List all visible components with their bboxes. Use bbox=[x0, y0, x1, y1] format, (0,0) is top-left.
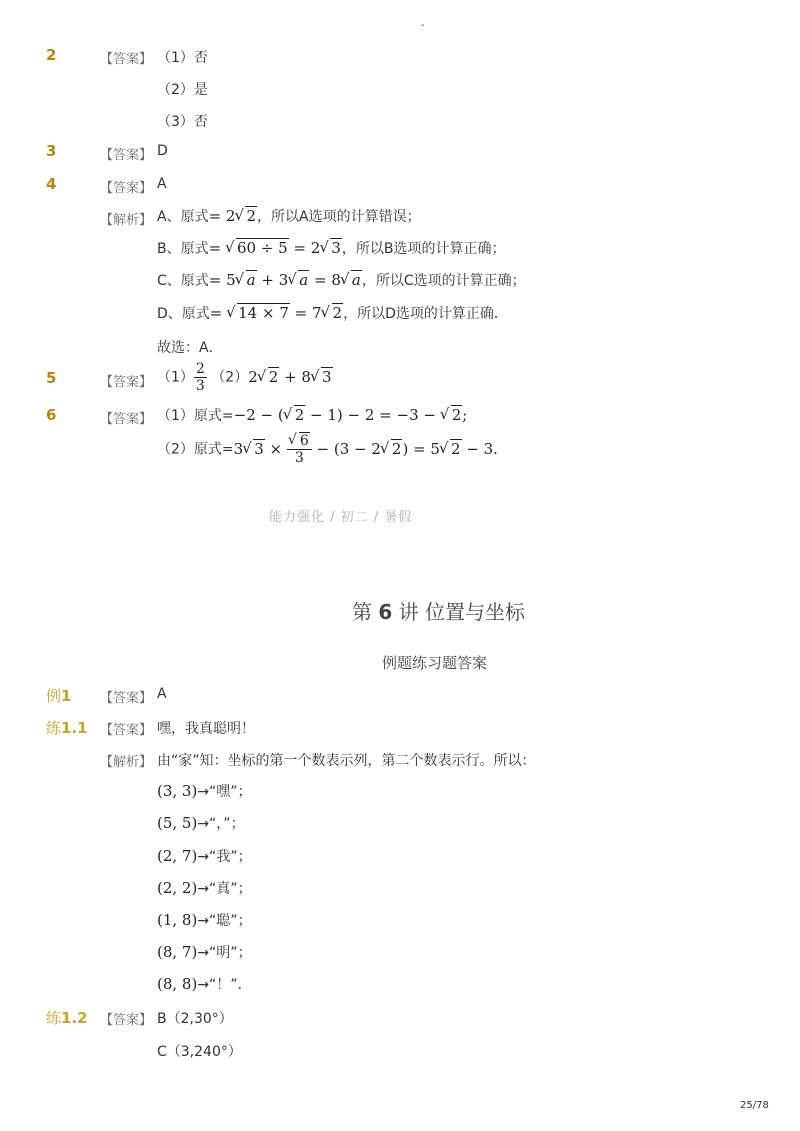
ex11-analysis: 由“家”知：坐标的第一个数表示列，第二个数表示行。所以： bbox=[157, 753, 536, 769]
q2-line-2: （2）是 bbox=[157, 82, 208, 98]
question-number-2: 2 bbox=[46, 46, 57, 64]
analysis-tag: 【解析】 bbox=[100, 755, 153, 770]
coord-row: (8, 7)→“明”； bbox=[157, 943, 252, 961]
q4-line-a: A、原式= 2√ 2，所以A选项的计算错误； bbox=[157, 206, 421, 226]
coord-row: (5, 5)→“，”； bbox=[157, 814, 245, 832]
exercise-1-2-label: 练1.2 bbox=[46, 1009, 88, 1027]
question-number-6: 6 bbox=[46, 406, 57, 424]
q2-line-1: （1）否 bbox=[157, 50, 208, 66]
coord-row: (2, 2)→“真”； bbox=[157, 879, 252, 897]
analysis-tag: 【解析】 bbox=[100, 213, 153, 228]
q4-conclusion: 故选：A． bbox=[157, 340, 223, 356]
coord-row: (1, 8)→“聪”； bbox=[157, 911, 252, 929]
section-title: 第 6 讲 位置与坐标 bbox=[352, 600, 525, 624]
q4-line-b: B、原式= √ 60 ÷ 5 = 2√ 3，所以B选项的计算正确； bbox=[157, 238, 506, 258]
q4-line-d: D、原式= √ 14 × 7 = 7√ 2，所以D选项的计算正确． bbox=[157, 303, 508, 323]
ex11-answer: 嘿，我真聪明！ bbox=[157, 721, 255, 737]
answer-tag: 【答案】 bbox=[100, 412, 153, 427]
page-number: 25/78 bbox=[740, 1100, 769, 1111]
answer-tag: 【答案】 bbox=[100, 181, 153, 196]
coord-row: (8, 8)→“！”． bbox=[157, 975, 252, 993]
question-number-3: 3 bbox=[46, 142, 57, 160]
question-number-4: 4 bbox=[46, 175, 57, 193]
example-1-label: 例1 bbox=[46, 687, 72, 705]
q3-answer: D bbox=[157, 143, 168, 159]
coord-row: (3, 3)→“嘿”； bbox=[157, 782, 252, 800]
q4-answer: A bbox=[157, 176, 167, 192]
answer-tag: 【答案】 bbox=[100, 148, 153, 163]
answer-tag: 【答案】 bbox=[100, 691, 153, 706]
header-mark: - bbox=[421, 20, 425, 31]
answer-tag: 【答案】 bbox=[100, 375, 153, 390]
q6-line-1: （1）原式=−2 − (√ 2 − 1) − 2 = −3 − √ 2; bbox=[157, 405, 467, 425]
answer-tag: 【答案】 bbox=[100, 723, 153, 738]
coord-row: (2, 7)→“我”； bbox=[157, 847, 252, 865]
ex1-answer: A bbox=[157, 686, 167, 702]
q2-line-3: （3）否 bbox=[157, 114, 208, 130]
exercise-1-1-label: 练1.1 bbox=[46, 719, 88, 737]
question-number-5: 5 bbox=[46, 369, 57, 387]
section-subtitle: 例题练习题答案 bbox=[382, 654, 488, 672]
answer-tag: 【答案】 bbox=[100, 52, 153, 67]
q6-line-2: （2）原式=3√ 3 × √ $\frac{6}{3}$ − (3 − 2√ 2) = 5√ 2 − 3. bbox=[157, 433, 498, 466]
page-footer: 能力强化 / 初二 / 暑假 bbox=[269, 510, 413, 525]
ex12-answer-b: B（2,30°） bbox=[157, 1011, 233, 1027]
q5-answer: （1） $\frac{2}{3}$ （2）2√ 2 + 8√ 3 bbox=[157, 361, 333, 394]
ex12-answer-c: C（3,240°） bbox=[157, 1044, 242, 1060]
q4-line-c: C、原式= 5√ a + 3√ a = 8√ a，所以C选项的计算正确； bbox=[157, 270, 526, 290]
answer-tag: 【答案】 bbox=[100, 1013, 153, 1028]
